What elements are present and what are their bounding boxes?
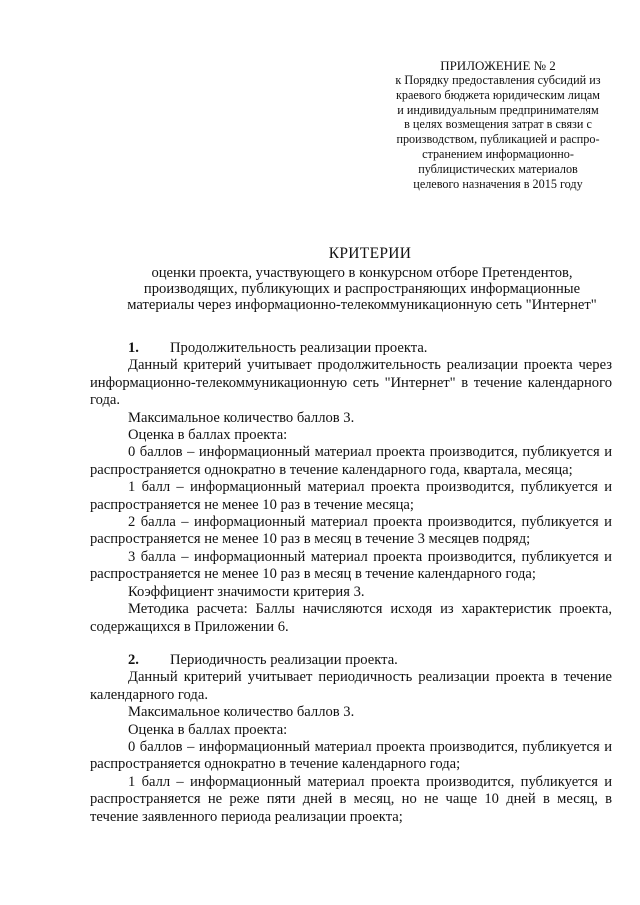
score-item: 2 балла – информационный материал проекта производится, публикуется и распространяется не менее 10 раз в месяц в течение 3 месяцев подряд; [90, 514, 612, 548]
appendix-title: ПРИЛОЖЕНИЕ № 2 [440, 58, 556, 73]
appendix-line: публицистических материалов [418, 161, 578, 176]
appendix-line: краевого бюджета юридическим лицам [395, 87, 601, 102]
appendix-line: производством, публикацией и распро- [396, 132, 600, 147]
appendix-line: странением информационно- [422, 146, 574, 161]
criteria-title: КРИТЕРИИ [328, 245, 412, 262]
appendix-line: и индивидуальным предпринимателям [397, 102, 599, 117]
section-number: 2. [128, 651, 139, 668]
coefficient: Коэффициент значимости критерия 3. [128, 583, 365, 600]
section-description: Данный критерий учитывает периодичность реализации проекта в течение календарного года. [90, 669, 612, 703]
appendix-line: в целях возмещения затрат в связи с [404, 117, 592, 132]
section-description: Данный критерий учитывает продолжительность реализации проекта через информационно-телекоммуникационную сеть "Интернет" в течение календарного года. [90, 357, 612, 409]
score-item: 1 балл – информационный материал проекта производится, публикуется и распространяется не менее 10 раз в течение месяца; [90, 479, 612, 513]
score-item: 0 баллов – информационный материал проекта производится, публикуется и распространяется однократно в течение календарного года, квартала, месяца; [90, 444, 612, 478]
score-item: 3 балла – информационный материал проекта производится, публикуется и распространяется не менее 10 раз в месяц в течение календарного года; [90, 548, 612, 583]
appendix-header [378, 58, 618, 191]
calculation-method: Методика расчета: Баллы начисляются исходя из характеристик проекта, содержащихся в Приложении 6. [90, 601, 612, 635]
criteria-subtitle: оценки проекта, участвующего в конкурсном отборе Претендентов, производящих, публикующих и распространяющих информационные материалы через информационно-телекоммуникационную сеть "Интернет" [127, 265, 597, 313]
section-number: 1. [128, 340, 139, 356]
max-points: Максимальное количество баллов 3. [128, 409, 355, 426]
score-item: 0 баллов – информационный материал проекта производится, публикуется и распространяется однократно в течение календарного года; [90, 738, 612, 773]
max-points: Максимальное количество баллов 3. [128, 704, 355, 721]
section-spacer [90, 636, 612, 652]
score-item: 1 балл – информационный материал проекта производится, публикуется и распространяется не реже пяти дней в месяц, но не чаще 10 дней в месяц, в течение заявленного периода реализации проекта; [90, 773, 612, 825]
appendix-line: целевого назначения в 2015 году [413, 176, 583, 191]
scoring-label: Оценка в баллах проекта: [128, 721, 288, 738]
scoring-label: Оценка в баллах проекта: [128, 427, 288, 444]
section-heading [90, 340, 612, 357]
section-title: Продолжительность реализации проекта. [170, 340, 428, 356]
appendix-line: к Порядку предоставления субсидий из [395, 73, 601, 87]
section-title: Периодичность реализации проекта. [170, 651, 398, 668]
document-body [90, 340, 612, 826]
section-heading [90, 652, 612, 669]
